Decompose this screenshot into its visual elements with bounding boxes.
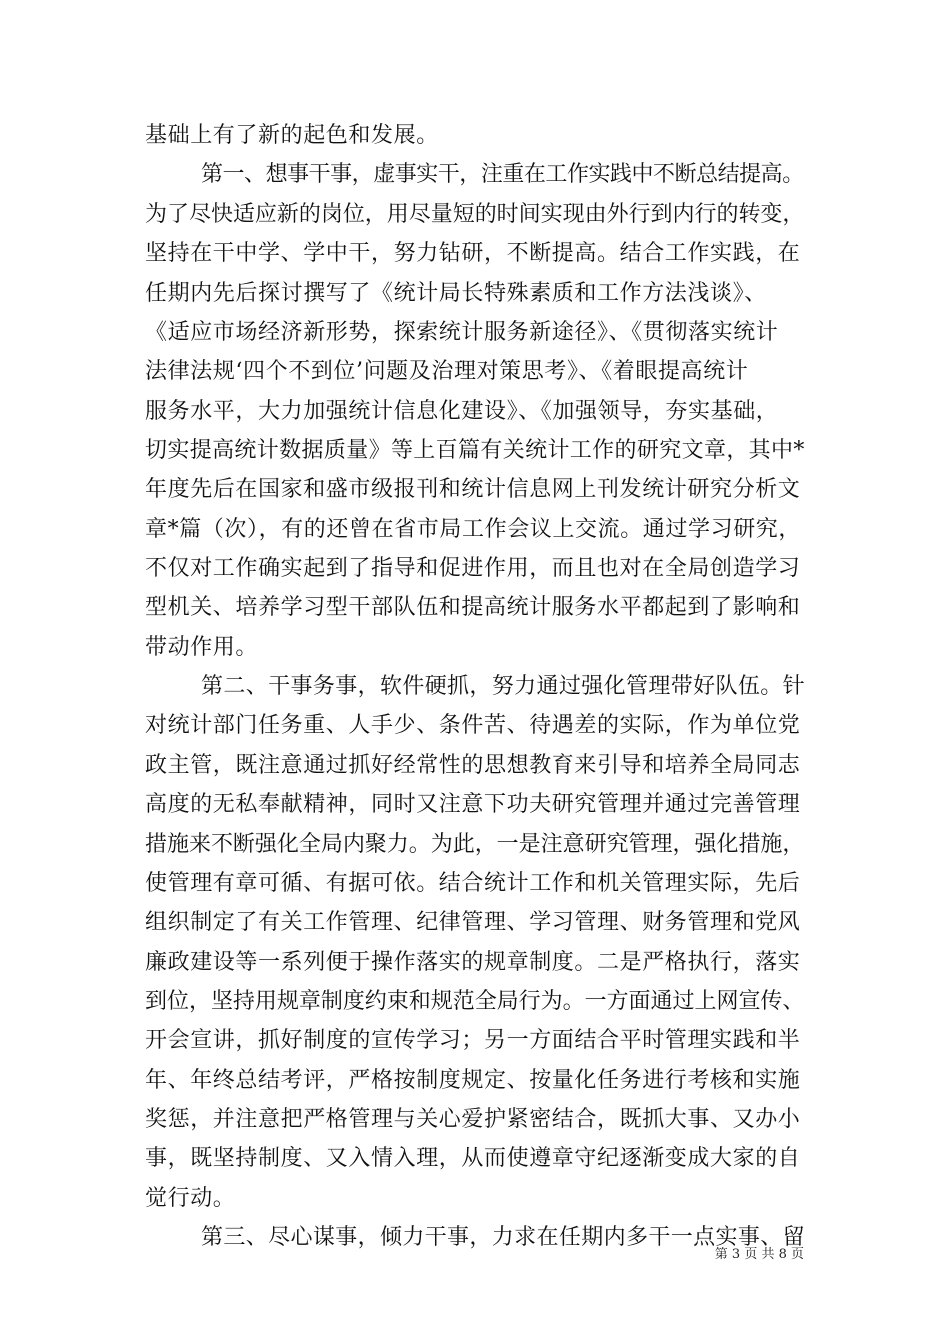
text-line: 使管理有章可循、有据可依。结合统计工作和机关管理实际，先后	[145, 871, 801, 896]
text-line: 组织制定了有关工作管理、纪律管理、学习管理、财务管理和党风	[145, 910, 801, 935]
text-line: 廉政建设等一系列便于操作落实的规章制度。二是严格执行，落实	[145, 950, 801, 975]
text-line: 开会宣讲，抓好制度的宣传学习；另一方面结合平时管理实践和半	[145, 1028, 801, 1053]
text-line: 章*篇（次），有的还曾在省市局工作会议上交流。通过学习研究，	[145, 517, 802, 542]
text-line: 基础上有了新的起色和发展。	[145, 123, 439, 148]
text-line: 政主管，既注意通过抓好经常性的思想教育来引导和培养全局同志	[145, 753, 801, 778]
paragraph-2-first-line: 第二、干事务事，软件硬抓，努力通过强化管理带好队伍。针	[201, 674, 805, 699]
text-line: 对统计部门任务重、人手少、条件苦、待遇差的实际，作为单位党	[145, 713, 801, 738]
text-line: 年度先后在国家和盛市级报刊和统计信息网上刊发统计研究分析文	[145, 477, 801, 502]
text-line: 觉行动。	[145, 1186, 236, 1211]
text-line: 高度的无私奉献精神，同时又注意下功夫研究管理并通过完善管理	[145, 792, 801, 817]
paragraph-3-first-line: 第三、尽心谋事，倾力干事，力求在任期内多干一点实事、留	[201, 1225, 805, 1250]
text-line: 到位，坚持用规章制度约束和规范全局行为。一方面通过上网宣传、	[145, 989, 805, 1014]
text-line: 奖惩，并注意把严格管理与关心爱护紧密结合，既抓大事、又办小	[145, 1107, 801, 1132]
text-line: 《适应市场经济新形势，探索统计服务新途径》、《贯彻落实统计	[145, 320, 779, 345]
text-line: 型机关、培养学习型干部队伍和提高统计服务水平都起到了影响和	[145, 595, 801, 620]
text-line: 为了尽快适应新的岗位，用尽量短的时间实现由外行到内行的转变，	[145, 202, 805, 227]
text-line: 带动作用。	[145, 635, 259, 660]
text-line: 措施来不断强化全局内聚力。为此，一是注意研究管理，强化措施，	[145, 832, 805, 857]
text-line: 事，既坚持制度、又入情入理，从而使遵章守纪逐渐变成大家的自	[145, 1146, 801, 1171]
text-line: 切实提高统计数据质量》等上百篇有关统计工作的研究文章，其中*	[145, 438, 805, 463]
text-line: 法律法规‘四个不到位’问题及治理对策思考》、《着眼提高统计	[145, 359, 749, 384]
paragraph-1-first-line: 第一、想事干事，虚事实干，注重在工作实践中不断总结提高。	[201, 162, 804, 187]
text-line: 服务水平，大力加强统计信息化建设》、《加强领导，夯实基础，	[145, 399, 779, 424]
text-line: 坚持在干中学、学中干，努力钻研，不断提高。结合工作实践，在	[145, 241, 801, 266]
text-line: 年、年终总结考评，严格按制度规定、按量化任务进行考核和实施	[145, 1068, 801, 1093]
text-line: 任期内先后探讨撰写了《统计局长特殊素质和工作方法浅谈》、	[145, 281, 767, 306]
page-number-footer: 第 3 页 共 8 页	[714, 1247, 804, 1262]
text-line: 不仅对工作确实起到了指导和促进作用，而且也对在全局创造学习	[145, 556, 801, 581]
